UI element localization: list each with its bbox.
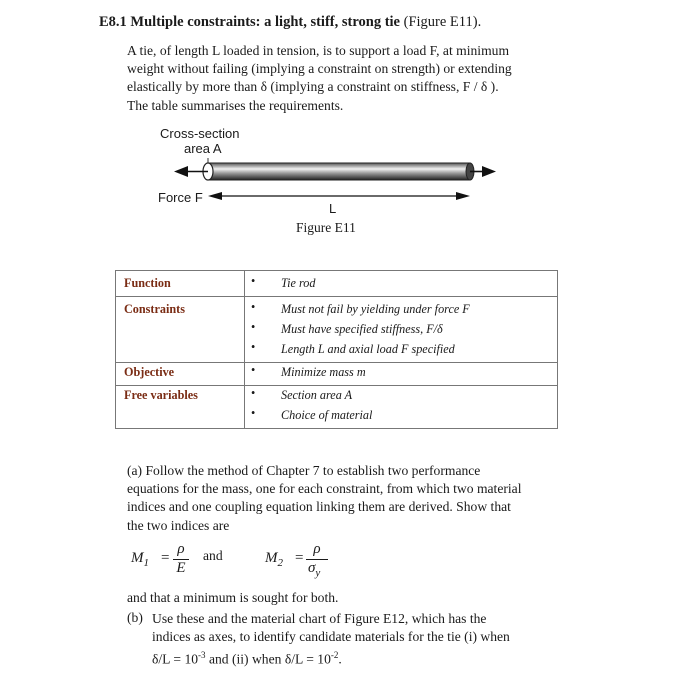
m1-numerator: ρ: [177, 541, 185, 557]
force-label: Force F: [158, 190, 203, 205]
part-a-line: (a) Follow the method of Chapter 7 to establish two performance: [127, 463, 481, 478]
row-items: [245, 271, 558, 297]
row-items: [245, 363, 558, 386]
figure-reference: (Figure E11).: [403, 14, 482, 30]
list-item: • Must have specified stiffness, F/δ: [251, 320, 443, 336]
m2-denominator: $\sigma_y$: [308, 560, 321, 579]
intro-paragraph: [127, 42, 567, 115]
row-label: Free variables: [116, 386, 245, 429]
area-label: area A: [184, 141, 222, 156]
rod-body: [208, 163, 470, 180]
part-b-conditions: $\delta/L = 10^{-3}$ and (ii) when $\delta/L = 10^{-2}$.: [152, 650, 342, 667]
exercise-heading: [99, 14, 481, 31]
exercise-title: Multiple constraints: a light, stiff, strong tie: [130, 14, 400, 30]
table-row: [116, 386, 558, 429]
m2-numerator: ρ: [313, 541, 321, 557]
dimension-arrowhead-right-icon: [456, 192, 470, 200]
list-item: • Section area A: [251, 386, 353, 402]
requirements-table: [115, 270, 558, 429]
figure-caption: Figure E11: [296, 220, 356, 235]
row-label: Objective: [116, 363, 245, 386]
row-label: Function: [116, 271, 245, 297]
intro-line: weight without failing (implying a constraint on strength) or extending: [127, 61, 512, 77]
row-label: Constraints: [116, 297, 245, 363]
m1-denominator: E: [176, 560, 186, 576]
part-b-line: indices as axes, to identify candidate materials for the tie (i) when: [152, 629, 510, 645]
intro-line: A tie, of length L loaded in tension, is to support a load F, at minimum: [127, 43, 510, 58]
list-item: • Choice of material: [251, 406, 373, 422]
table-row: [116, 271, 558, 297]
minimum-sentence: and that a minimum is sought for both.: [127, 590, 339, 605]
right-arrowhead-icon: [482, 166, 496, 177]
exercise-number: E8.1: [99, 14, 127, 30]
table-row: [116, 363, 558, 386]
part-a-line: indices and one coupling equation linking them are derived. Show that: [127, 499, 511, 515]
m1-equals: =: [161, 550, 170, 566]
m1-symbol: $M_1$: [131, 550, 149, 569]
m2-equals: =: [295, 550, 304, 566]
part-b-line: Use these and the material chart of Figure E12, which has the: [152, 611, 487, 626]
part-b-paragraph: [152, 610, 582, 669]
length-label: L: [329, 201, 337, 216]
table-row: [116, 297, 558, 363]
part-a-line: the two indices are: [127, 517, 230, 533]
part-a-line: equations for the mass, one for each constraint, from which two material: [127, 481, 522, 497]
intro-line: elastically by more than δ (implying a constraint on stiffness, F / δ ).: [127, 79, 499, 95]
intro-line: The table summarises the requirements.: [127, 97, 344, 113]
list-item: • Must not fail by yielding under force F: [251, 300, 470, 316]
list-item: • Minimize mass m: [251, 363, 366, 379]
row-items: [245, 386, 558, 429]
cross-section-label: Cross-section: [160, 126, 240, 141]
equation-and: and: [203, 548, 223, 563]
part-a-paragraph: [127, 462, 577, 535]
part-b-label: (b): [127, 610, 143, 625]
list-item: • Length L and axial load F specified: [251, 340, 455, 356]
m2-symbol: $M_2$: [265, 550, 283, 569]
dimension-arrowhead-left-icon: [208, 192, 222, 200]
list-item: • Tie rod: [251, 274, 316, 290]
left-arrowhead-icon: [174, 166, 188, 177]
row-items: [245, 297, 558, 363]
tie-rod-figure: [150, 150, 500, 220]
